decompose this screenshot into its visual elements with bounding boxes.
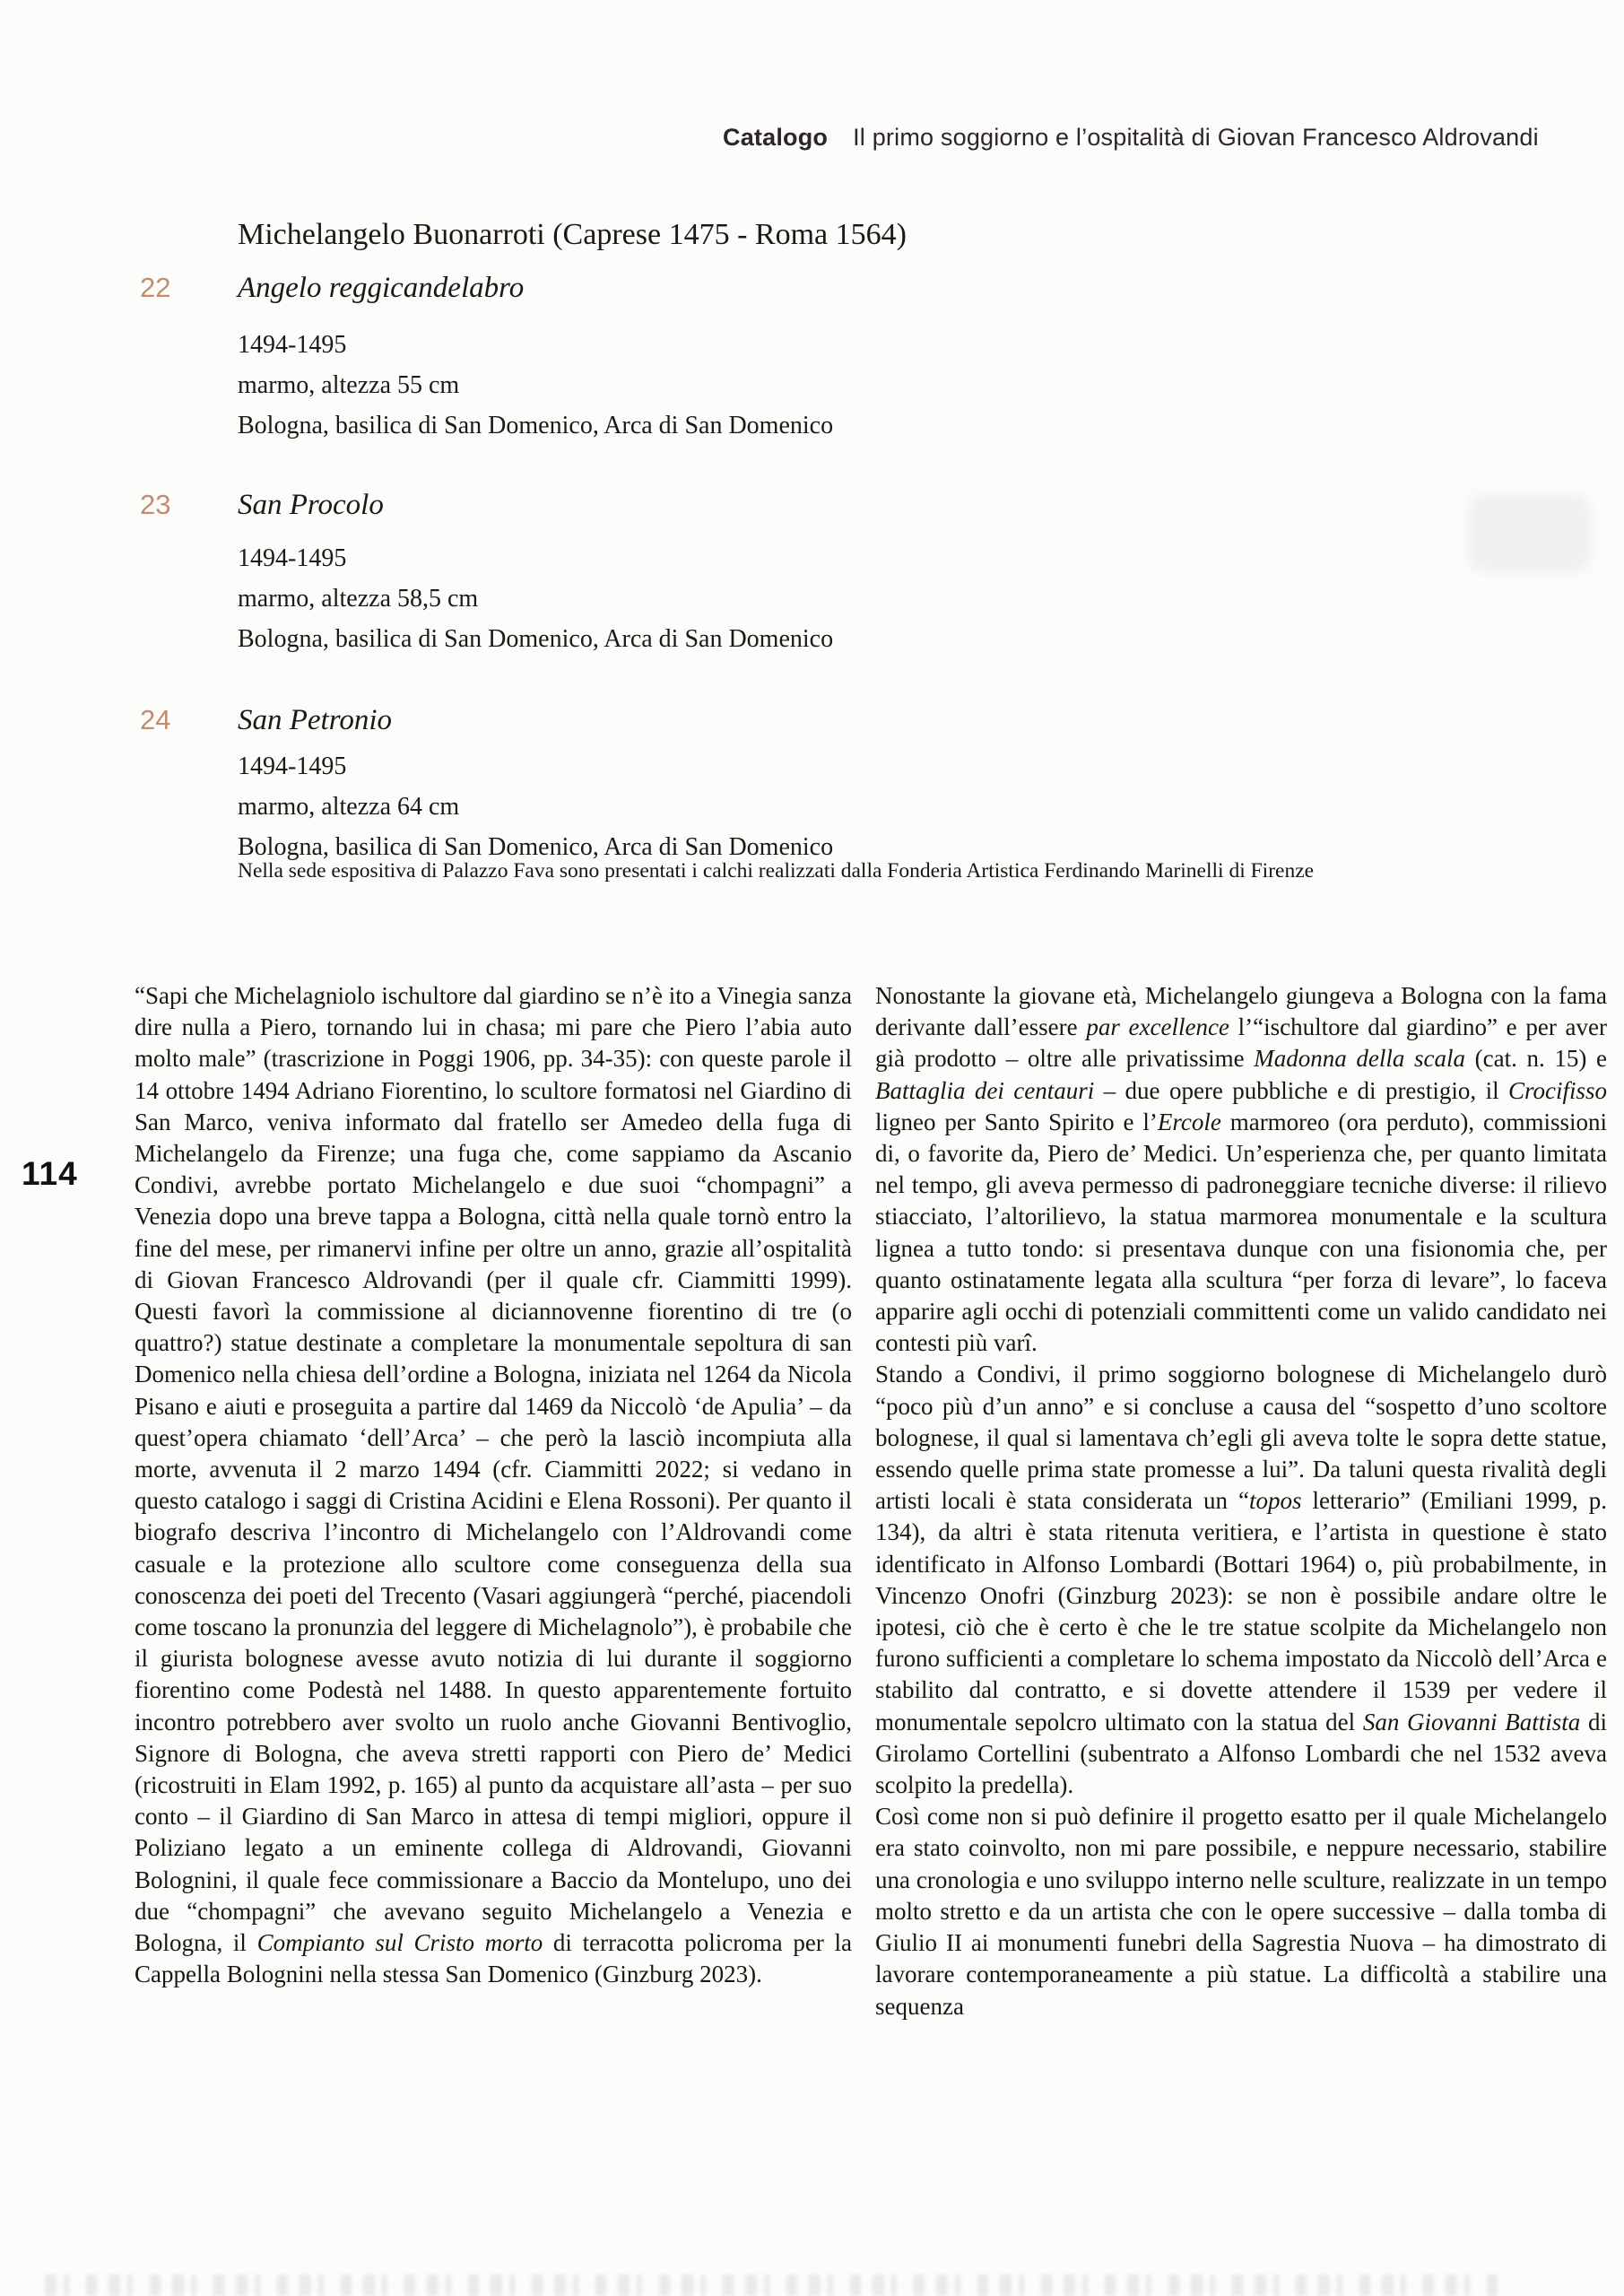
entry-date: 1494-1495 [238, 544, 347, 572]
entry-location: Bologna, basilica di San Domenico, Arca di San Domenico [238, 412, 834, 439]
entry-date: 1494-1495 [238, 752, 347, 780]
entry-number: 24 [140, 704, 171, 735]
running-head [723, 124, 1539, 152]
entry-details [238, 538, 833, 659]
entry-title: San Procolo [238, 489, 384, 521]
exhibition-note: Nella sede espositiva di Palazzo Fava sono presentati i calchi realizzati dalla Fonderia Artistica Ferdinando Marinelli di Firenze [238, 859, 1315, 883]
running-head-title: Il primo soggiorno e l’ospitalità di Giovan Francesco Aldrovandi [853, 124, 1539, 151]
entry-medium: marmo, altezza 64 cm [238, 793, 460, 821]
entry-number: 22 [140, 272, 171, 303]
entry-medium: marmo, altezza 55 cm [238, 371, 460, 399]
body-paragraph: “Sapi che Michelagniolo ischultore dal giardino se n’è ito a Vinegia sanza dire nulla a Piero, tornando lui in chasa; mi pare che Piero l’abia auto molto male” (trascrizione in Poggi 1906, pp. 34-35): con queste parole il 14 ottobre 1494 Adriano Fiorentino, lo scultore formatosi nel Giardino di San Marco, veniva informato dal fratello ser Amedeo della fuga di Michelangelo da Firenze; una fuga che, come sappiamo da Ascanio Condivi, avrebbe portato Michelangelo e due suoi “chompagni” a Venezia dopo una breve tappa a Bologna, città nella quale tornò entro la fine del mese, per rimanervi infine per oltre un anno, grazie all’ospitalità di Giovan Francesco Aldrovandi (per il quale cfr. Ciammitti 1999). Questi favorì la commissione al diciannovenne fiorentino di tre (o quattro?) statue destinate a completare la monumentale sepoltura di san Domenico nella chiesa dell’ordine a Bologna, iniziata nel 1264 da Nicola Pisano e aiuti e proseguita a partire dal 1469 da Niccolò ‘de Apulia’ – da quest’opera chiamato ‘dell’Arca’ – che però la lasciò incompiuta alla morte, avvenuta il 2 marzo 1494 (cfr. Ciammitti 2022; si vedano in questo catalogo i saggi di Cristina Acidini e Elena Rossoni). Per quanto il biografo descriva l’incontro di Michelangelo con l’Aldrovandi come casuale e la protezione allo scultore come conseguenza della sua conoscenza dei poeti del Trecento (Vasari aggiungerà “perché, piacendoli come toscano la pronunzia del leggere di Michelagnolo”), è probabile che il giurista bolognese avesse avuto notizia di lui durante il soggiorno fiorentino come Podestà nel 1488. In questo apparentemente fortuito incontro potrebbero aver svolto un ruolo anche Giovanni Bentivoglio, Signore di Bologna, che aveva stretti rapporti con Piero de’ Medici (ricostruiti in Elam 1992, p. 165) al punto da acquistare all’asta – per suo conto – il Giardino di San Marco in attesa di tempi migliori, oppure il Poliziano legato a un eminente collega di Aldrovandi, Giovanni Bolognini, il quale fece commissionare a Baccio da Montelupo, uno dei due “chompagni” che avevano seguito Michelangelo a Venezia e Bologna, il Compianto sul Cristo morto di terracotta policroma per la Cappella Bolognini nella stessa San Domenico (Ginzburg 2023). [135, 982, 852, 1988]
running-head-section: Catalogo [723, 124, 829, 151]
page-number: 114 [22, 1155, 78, 1192]
body-column-right [875, 980, 1607, 2022]
artist-heading: Michelangelo Buonarroti (Caprese 1475 - Roma 1564) [238, 218, 907, 251]
body-paragraph: Nonostante la giovane età, Michelangelo giungeva a Bologna con la fama derivante dall’essere par excellence l’“ischultore dal giardino” e per aver già prodotto – oltre alle privatissime Madonna della scala (cat. n. 15) e Battaglia dei centauri – due opere pubbliche e di prestigio, il Crocifisso ligneo per Santo Spirito e l’Ercole marmoreo (ora perduto), commissioni di, o favorite da, Piero de’ Medici. Un’esperienza che, per quanto limitata nel tempo, gli aveva permesso di padroneggiare tecniche diverse: il rilievo stiacciato, l’altorilievo, la statua marmorea monumentale e la scultura lignea a tutto tondo: si presentava dunque con una fisionomia che, per quanto ostinatamente legata alla scultura “per forza di levare”, lo faceva apparire agli occhi di potenziali committenti come un valido candidato nei contesti più varî. [875, 982, 1608, 1357]
entry-number: 23 [140, 489, 171, 520]
entry-date: 1494-1495 [238, 331, 347, 359]
entry-medium: marmo, altezza 58,5 cm [238, 585, 479, 613]
entry-location: Bologna, basilica di San Domenico, Arca di San Domenico [238, 625, 834, 653]
entry-title: San Petronio [238, 704, 393, 736]
entry-details [238, 746, 833, 867]
entry-details [238, 325, 833, 446]
page-bottom-ghost-text [45, 2274, 1498, 2296]
entry-location: Bologna, basilica di San Domenico, Arca di San Domenico [238, 833, 834, 861]
body-paragraph: Così come non si può definire il progetto esatto per il quale Michelangelo era stato coinvolto, non mi pare possibile, e neppure necessario, stabilire una cronologia e uno sviluppo interno nelle sculture, realizzate in un tempo molto stretto e da un artista che con le opere successive – dalla tomba di Giulio II ai monumenti funebri della Sagrestia Nuova – ha dimostrato di lavorare contemporaneamente a più statue. La difficoltà a stabilire una sequenza [875, 1803, 1607, 2020]
body-paragraph: Stando a Condivi, il primo soggiorno bolognese di Michelangelo durò “poco più d’un anno” e si concluse a causa del “sospetto d’uno scoltore bolognese, il qual si lamentava ch’egli gli aveva tolte le sopra dette statue, essendo quelle prima state promesse a lui”. Da taluni questa rivalità degli artisti locali è stata considerata un “topos letterario” (Emiliani 1999, p. 134), da altri è stata ritenuta veritiera, e l’artista in questione è stato identificato in Alfonso Lombardi (Bottari 1964) o, più probabilmente, in Vincenzo Onofri (Ginzburg 2023): se non è possibile andare oltre le ipotesi, ciò che è certo è che le tre statue scolpite da Michelangelo non furono sufficienti a completare lo schema impostato da Niccolò dell’Arca e stabilito dal contratto, e si dovette attendere il 1539 per vedere il monumentale sepolcro ultimato con la statua del San Giovanni Battista di Girolamo Cortellini (subentrato a Alfonso Lombardi che nel 1532 aveva scolpito la predella). [875, 1361, 1607, 1799]
entry-title: Angelo reggicandelabro [238, 272, 525, 304]
scan-smudge [1469, 495, 1590, 571]
body-column-left [135, 980, 852, 1991]
